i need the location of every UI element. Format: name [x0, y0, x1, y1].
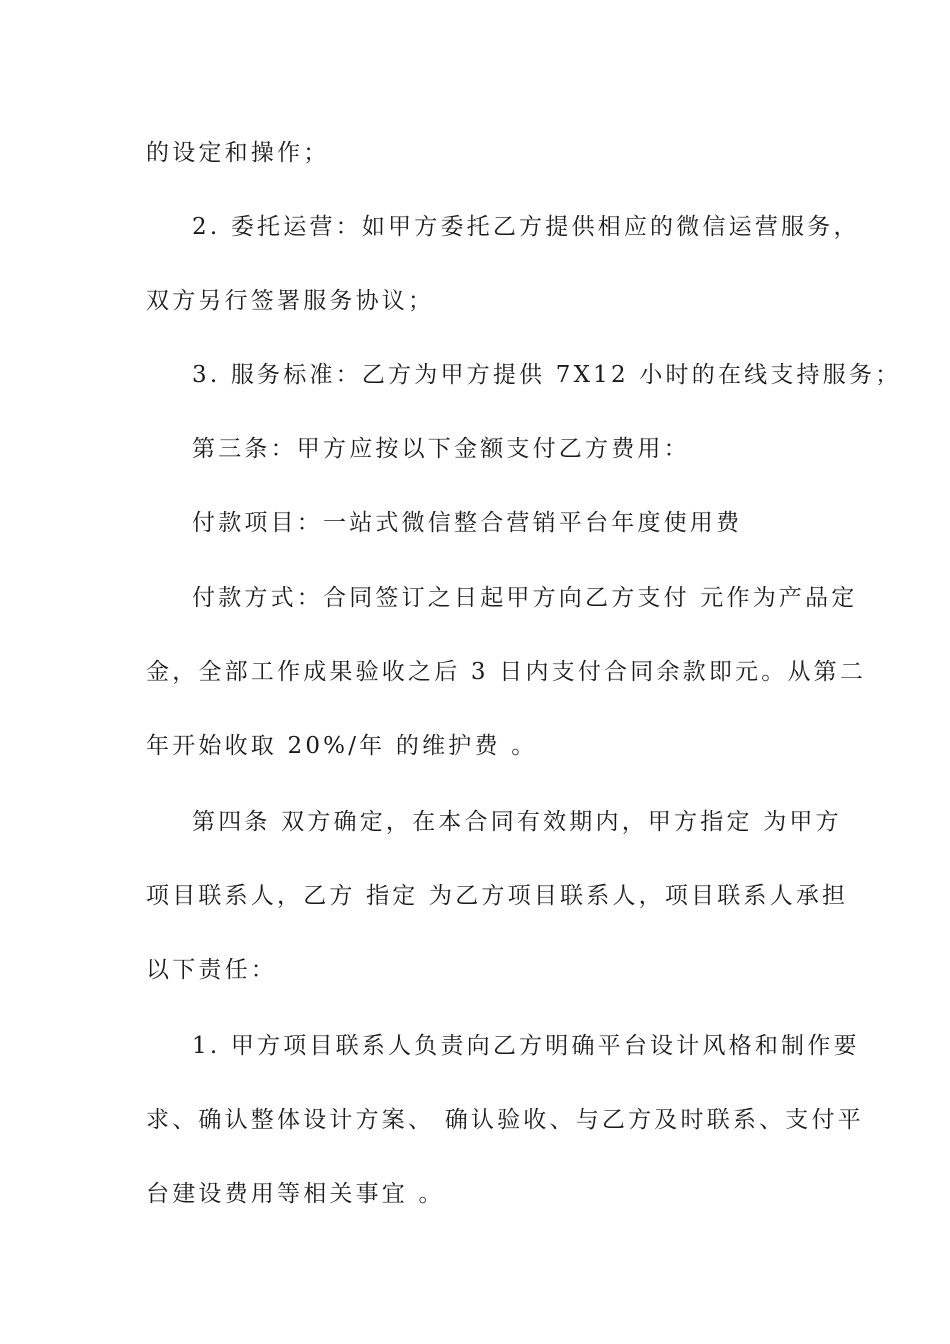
text-line-10: 第四条 双方确定，在本合同有效期内，甲方指定 为甲方	[192, 809, 842, 835]
text-line-6: 付款项目：一站式微信整合营销平台年度使用费	[192, 510, 743, 536]
text-line-12: 以下责任：	[146, 957, 277, 983]
text-line-11: 项目联系人，乙方 指定 为乙方项目联系人，项目联系人承担	[146, 883, 849, 909]
text-line-8: 金，全部工作成果验收之后 3 日内支付合同余款即元。从第二	[146, 659, 867, 685]
text-line-3: 双方另行签署服务协议；	[146, 288, 435, 314]
text-line-9: 年开始收取 20%/年 的维护费 。	[146, 733, 538, 759]
text-line-1: 的设定和操作；	[146, 140, 330, 166]
text-line-14: 求、确认整体设计方案、 确认验收、与乙方及时联系、支付平	[146, 1107, 864, 1133]
text-line-7: 付款方式：合同签订之日起甲方向乙方支付 元作为产品定	[192, 585, 858, 611]
text-line-15: 台建设费用等相关事宜 。	[146, 1181, 445, 1207]
text-line-13: 1. 甲方项目联系人负责向乙方明确平台设计风格和制作要	[192, 1033, 860, 1059]
text-line-5: 第三条：甲方应按以下金额支付乙方费用：	[192, 436, 690, 462]
text-line-4: 3. 服务标准：乙方为甲方提供 7X12 小时的在线支持服务；	[192, 362, 902, 388]
text-line-2: 2. 委托运营：如甲方委托乙方提供相应的微信运营服务，	[192, 214, 860, 240]
